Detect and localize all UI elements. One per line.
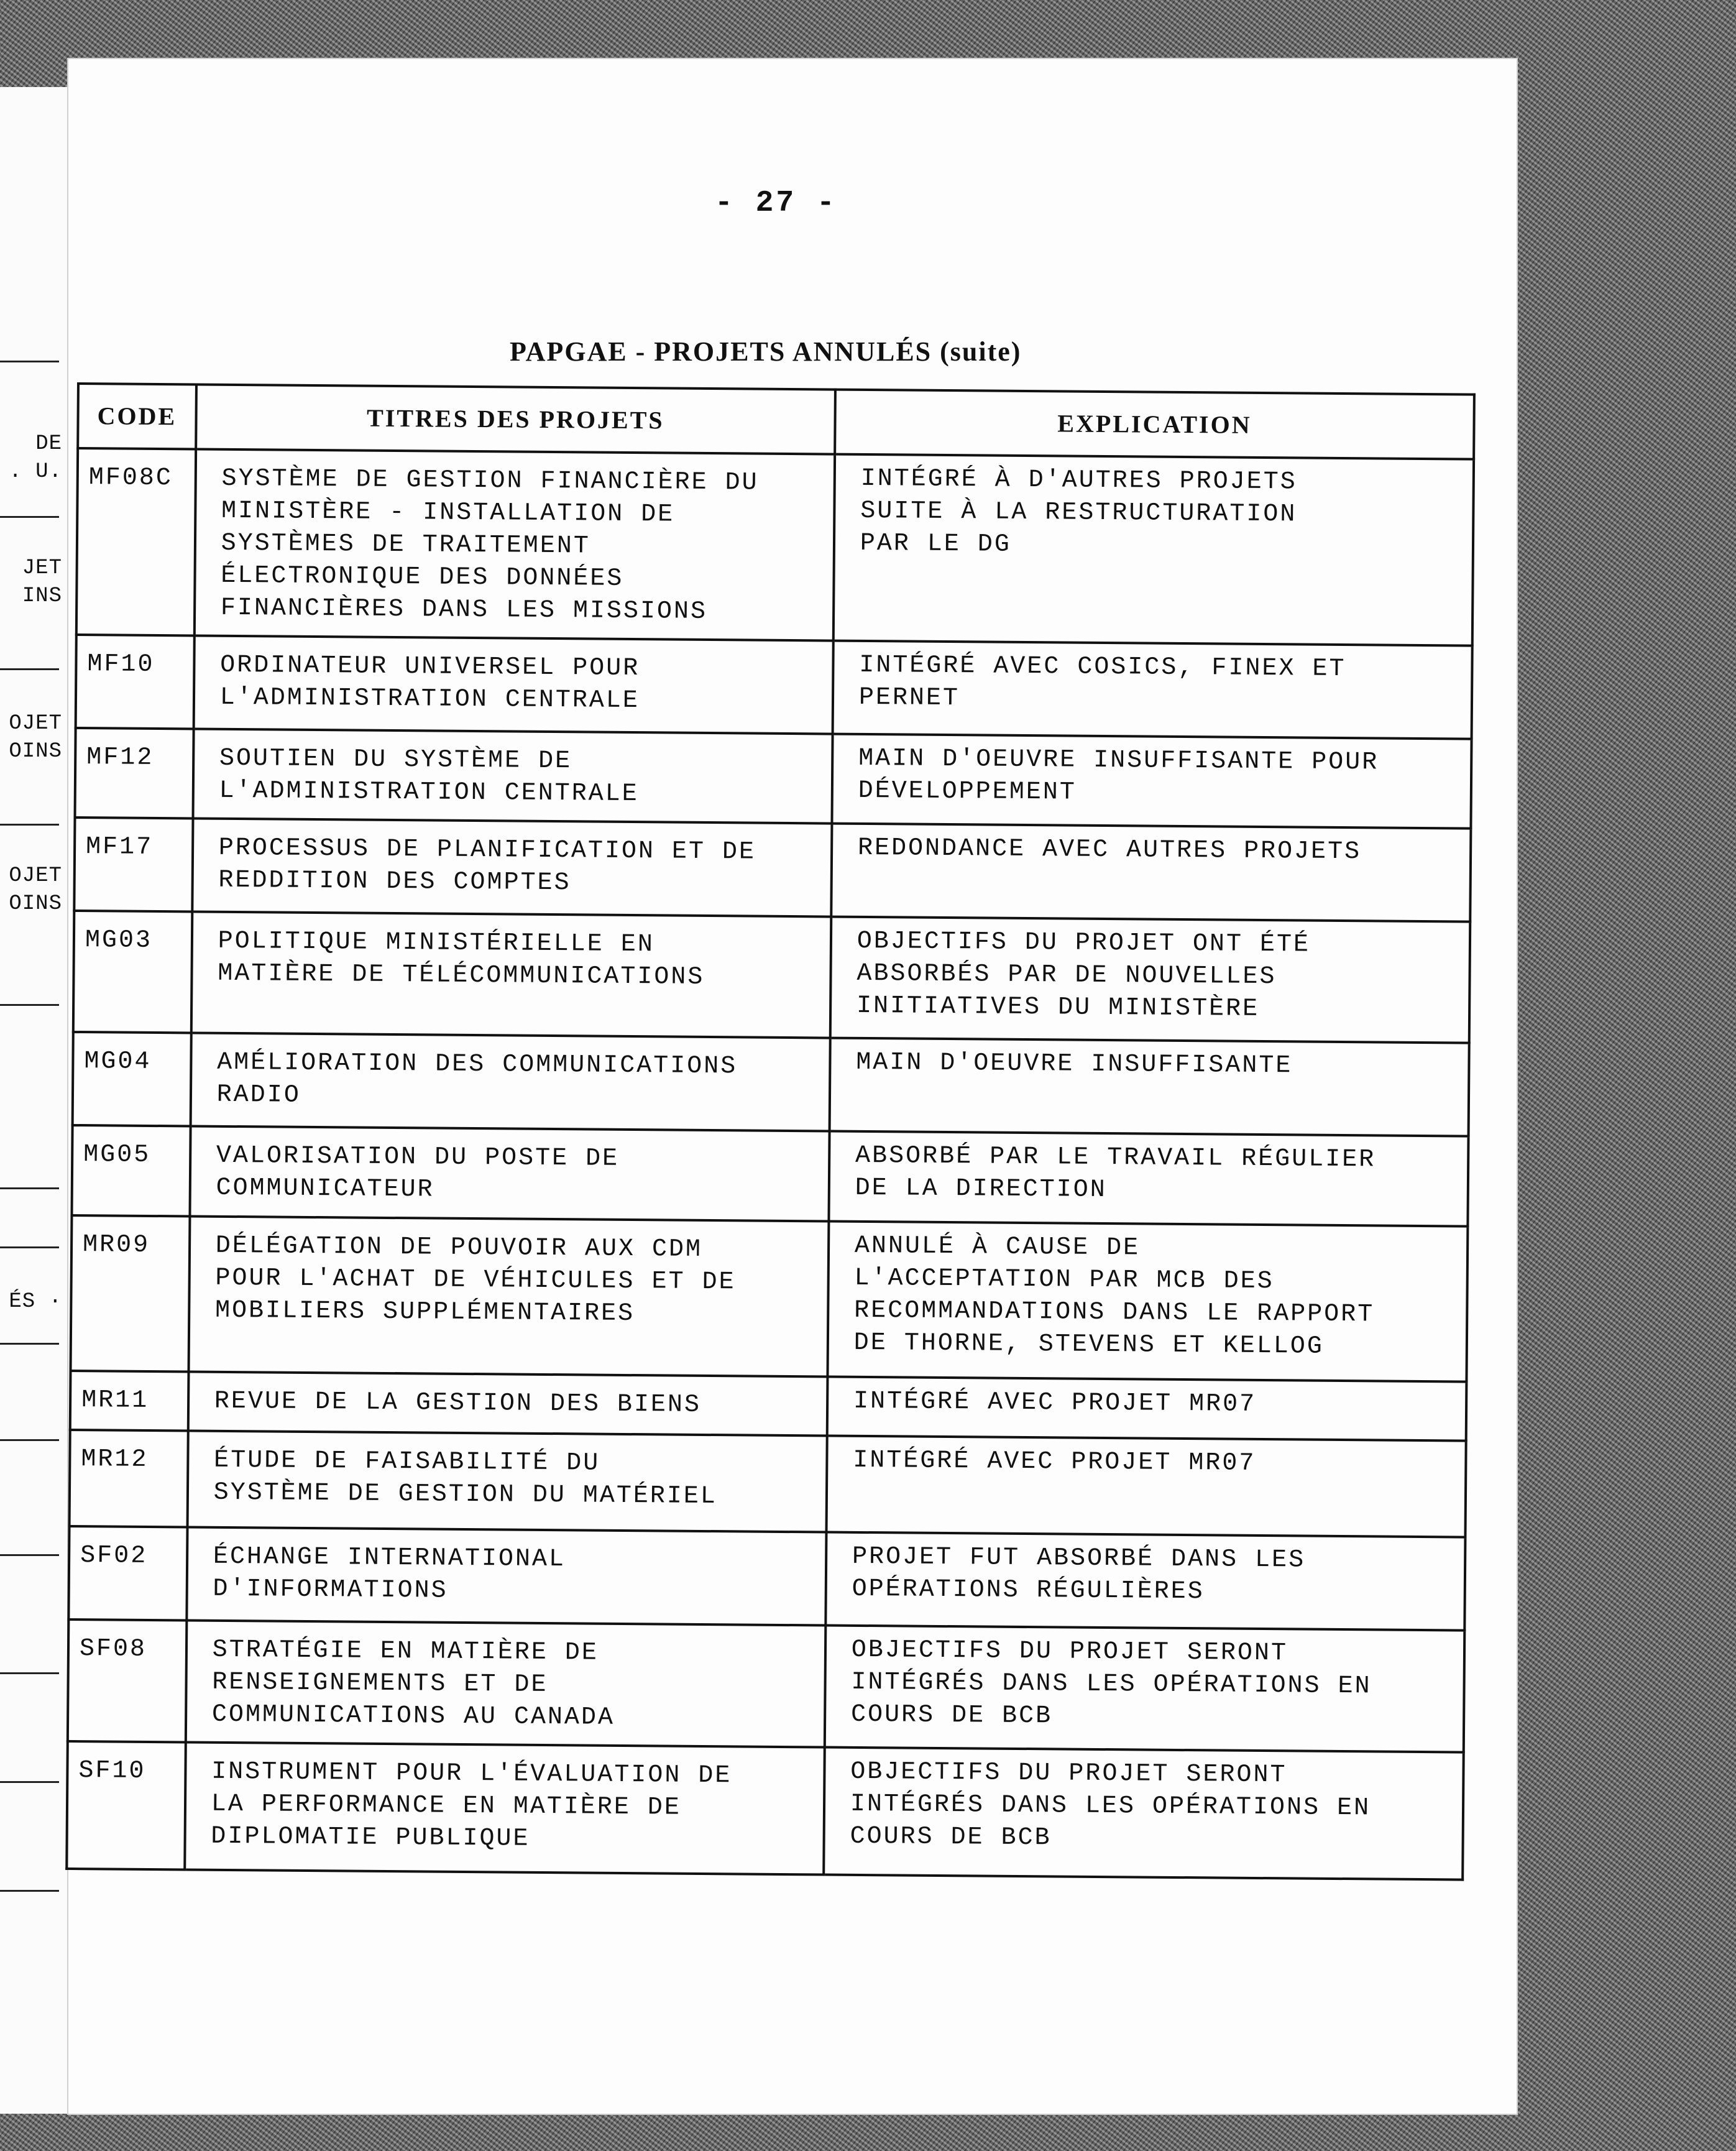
prev-fragment: JET (22, 556, 62, 580)
prev-fragment: OJET (9, 864, 62, 888)
prev-rule (0, 1187, 59, 1189)
row-code: SF02 (68, 1526, 187, 1620)
document-title: PAPGAE - PROJETS ANNULÉS (suite) (510, 336, 1022, 367)
table-row (67, 1741, 1464, 1880)
header-title: TITRES DES PROJETS (196, 385, 835, 454)
table-row (70, 1430, 1466, 1537)
row-title: ÉCHANGE INTERNATIONAL D'INFORMATIONS (186, 1527, 826, 1625)
row-title: PROCESSUS DE PLANIFICATION ET DE REDDITION DES COMPTES (192, 818, 832, 916)
row-title: SOUTIEN DU SYSTÈME DE L'ADMINISTRATION CENTRALE (193, 729, 832, 823)
row-code: MF08C (76, 448, 196, 635)
row-explication: INTÉGRÉ À D'AUTRES PROJETS SUITE À LA RESTRUCTURATION PAR LE DG (834, 454, 1474, 646)
prev-fragment: . U. (9, 460, 62, 484)
row-explication: OBJECTIFS DU PROJET ONT ÉTÉ ABSORBÉS PAR DE NOUVELLES INITIATIVES DU MINISTÈRE (830, 917, 1471, 1043)
row-title: STRATÉGIE EN MATIÈRE DE RENSEIGNEMENTS ET DE COMMUNICATIONS AU CANADA (186, 1620, 826, 1747)
row-explication: ANNULÉ À CAUSE DE L'ACCEPTATION PAR MCB DES RECOMMANDATIONS DANS LE RAPPORT DE THORNE, STEVENS ET KELLOG (827, 1222, 1467, 1382)
prev-fragment: ÉS · (9, 1290, 62, 1314)
row-code: MF17 (74, 818, 193, 911)
header-code: CODE (78, 384, 196, 449)
row-code: MG03 (73, 911, 192, 1033)
cancelled-projects-table (65, 382, 1476, 1881)
prev-fragment: OJET (9, 712, 62, 735)
table-row (74, 818, 1471, 922)
table-row (76, 448, 1474, 646)
row-code: MR09 (71, 1215, 190, 1371)
row-title: ORDINATEUR UNIVERSEL POUR L'ADMINISTRATION CENTRALE (193, 635, 833, 734)
row-explication: INTÉGRÉ AVEC PROJET MR07 (826, 1436, 1466, 1537)
row-title: DÉLÉGATION DE POUVOIR AUX CDM POUR L'ACHAT DE VÉHICULES ET DE MOBILIERS SUPPLÉMENTAIRES (188, 1216, 829, 1376)
row-title: POLITIQUE MINISTÉRIELLE EN MATIÈRE DE TÉLÉCOMMUNICATIONS (191, 911, 832, 1038)
table-row (73, 1032, 1469, 1136)
row-title: REVUE DE LA GESTION DES BIENS (188, 1371, 828, 1435)
table-row (73, 911, 1470, 1043)
row-code: MR12 (70, 1430, 188, 1527)
row-explication: ABSORBÉ PAR LE TRAVAIL RÉGULIER DE LA DIRECTION (829, 1131, 1468, 1227)
table-row (68, 1526, 1465, 1631)
prev-rule (0, 1672, 59, 1674)
row-explication: INTÉGRÉ AVEC PROJET MR07 (827, 1377, 1467, 1441)
row-code: MF10 (76, 635, 195, 729)
row-explication: REDONDANCE AVEC AUTRES PROJETS (831, 824, 1471, 922)
prev-rule (0, 1781, 59, 1783)
prev-fragment: DE (35, 432, 62, 456)
prev-rule (0, 1890, 59, 1892)
row-code: SF08 (68, 1619, 186, 1742)
table-row (71, 1215, 1468, 1382)
prev-rule (0, 1439, 59, 1441)
table-row (75, 728, 1472, 829)
row-code: MG05 (71, 1125, 190, 1216)
prev-rule (0, 361, 59, 362)
row-code: SF10 (67, 1741, 185, 1869)
row-explication: OBJECTIFS DU PROJET SERONT INTÉGRÉS DANS LES OPÉRATIONS EN COURS DE BCB (824, 1748, 1464, 1880)
row-title: ÉTUDE DE FAISABILITÉ DU SYSTÈME DE GESTION DU MATÉRIEL (187, 1430, 827, 1532)
table-row (76, 635, 1472, 739)
prev-fragment: OINS (9, 892, 62, 916)
row-title: AMÉLIORATION DES COMMUNICATIONS RADIO (190, 1033, 830, 1131)
row-code: MR11 (70, 1371, 188, 1430)
table-row (68, 1619, 1464, 1753)
document-page (68, 59, 1517, 2114)
prev-rule (0, 1554, 59, 1556)
row-title: INSTRUMENT POUR L'ÉVALUATION DE LA PERFORMANCE EN MATIÈRE DE DIPLOMATIE PUBLIQUE (185, 1742, 825, 1874)
row-explication: MAIN D'OEUVRE INSUFFISANTE (829, 1038, 1469, 1136)
table-row (70, 1371, 1467, 1441)
prev-rule (0, 1004, 59, 1006)
page-number: - 27 - (715, 187, 837, 220)
row-title: VALORISATION DU POSTE DE COMMUNICATEUR (190, 1126, 829, 1221)
prev-rule (0, 1246, 59, 1248)
row-explication: OBJECTIFS DU PROJET SERONT INTÉGRÉS DANS LES OPÉRATIONS EN COURS DE BCB (825, 1626, 1465, 1753)
row-code: MG04 (73, 1032, 191, 1126)
header-explication: EXPLICATION (835, 390, 1474, 459)
prev-fragment: OINS (9, 740, 62, 763)
prev-rule (0, 1343, 59, 1345)
prev-rule (0, 516, 59, 518)
previous-page-edge (0, 87, 70, 2114)
prev-rule (0, 824, 59, 826)
table-row (71, 1125, 1468, 1227)
row-code: MF12 (75, 728, 194, 818)
prev-rule (0, 668, 59, 670)
row-explication: INTÉGRÉ AVEC COSICS, FINEX ET PERNET (832, 641, 1472, 739)
table-header-row (78, 384, 1474, 459)
prev-fragment: INS (22, 584, 62, 608)
row-title: SYSTÈME DE GESTION FINANCIÈRE DU MINISTÈRE - INSTALLATION DE SYSTÈMES DE TRAITEMENT ÉLECTRONIQUE DES DONNÉES FINANCIÈRES DANS LES MISSIONS (195, 449, 835, 641)
row-explication: MAIN D'OEUVRE INSUFFISANTE POUR DÉVELOPPEMENT (832, 734, 1471, 829)
row-explication: PROJET FUT ABSORBÉ DANS LES OPÉRATIONS RÉGULIÈRES (825, 1532, 1465, 1631)
